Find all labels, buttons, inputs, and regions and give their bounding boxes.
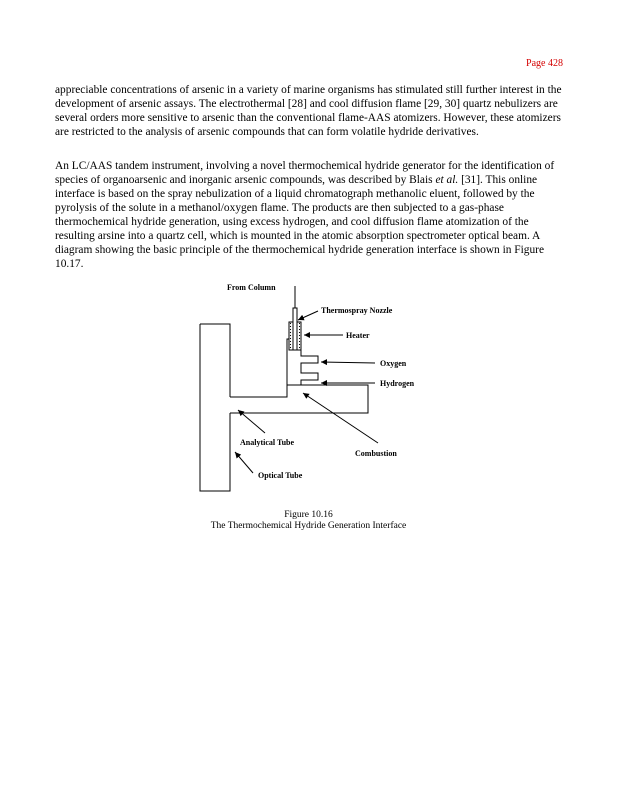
- label-combustion: Combustion: [355, 449, 397, 458]
- analytical-tube: [230, 385, 368, 413]
- label-thermospray-nozzle: Thermospray Nozzle: [321, 306, 393, 315]
- optical-tube: [200, 324, 230, 491]
- citation-et-al: et al.: [435, 174, 459, 186]
- page-number: Page 428: [526, 58, 563, 69]
- label-hydrogen: Hydrogen: [380, 379, 415, 388]
- label-analytical-tube: Analytical Tube: [240, 438, 295, 447]
- oxygen-pointer: [321, 362, 375, 363]
- paragraph-text-start: An LC/AAS tandem instrument, involving a novel thermochemical hydride generator for the identification of species of organoarsenic and inorganic arsenic compounds, was described by Blais: [55, 160, 555, 186]
- paragraph-arsenic-assays: appreciable concentrations of arsenic in a variety of marine organisms has stimulated still further interest in the development of arsenic assays. The electrothermal [28] and cool diffusion flame [29, 30] quartz nebulizers are several orders more sensitive to arsenic than the conventional flame-AAS atomizers. However, these atomizers are restricted to the analysis of arsenic compounds that can form volatile hydride derivatives.: [55, 84, 562, 138]
- hydride-generation-diagram: [190, 280, 440, 495]
- label-heater: Heater: [346, 331, 370, 340]
- label-from-column: From Column: [227, 283, 276, 292]
- combustion-pointer: [303, 393, 378, 443]
- chamber-right-wall: [301, 339, 318, 385]
- optical-tube-pointer: [235, 452, 253, 473]
- thermospray-nozzle: [293, 308, 297, 350]
- nozzle-pointer: [298, 311, 318, 320]
- figure-caption-title: The Thermochemical Hydride Generation Interface: [210, 521, 407, 531]
- label-oxygen: Oxygen: [380, 359, 407, 368]
- figure-caption-number: Figure 10.16: [284, 510, 333, 520]
- paragraph-lc-aas-instrument: [55, 159, 565, 271]
- paragraph-text-end: [31]. This online interface is based on the spray nebulization of a liquid chromatograph methanolic eluent, followed by the pyrolysis of the solute in a methanol/oxygen flame. The products are then subjected to a gas-phase thermochemical hydride generation, using excess hydrogen, and cool diffusion flame atomization of the resulting arsine into a quartz cell, which is mounted in the atomic absorption spectrometer optical beam. A diagram showing the basic principle of the thermochemical hydride generation interface is shown in Figure 10.17.: [55, 174, 545, 270]
- label-optical-tube: Optical Tube: [258, 471, 303, 480]
